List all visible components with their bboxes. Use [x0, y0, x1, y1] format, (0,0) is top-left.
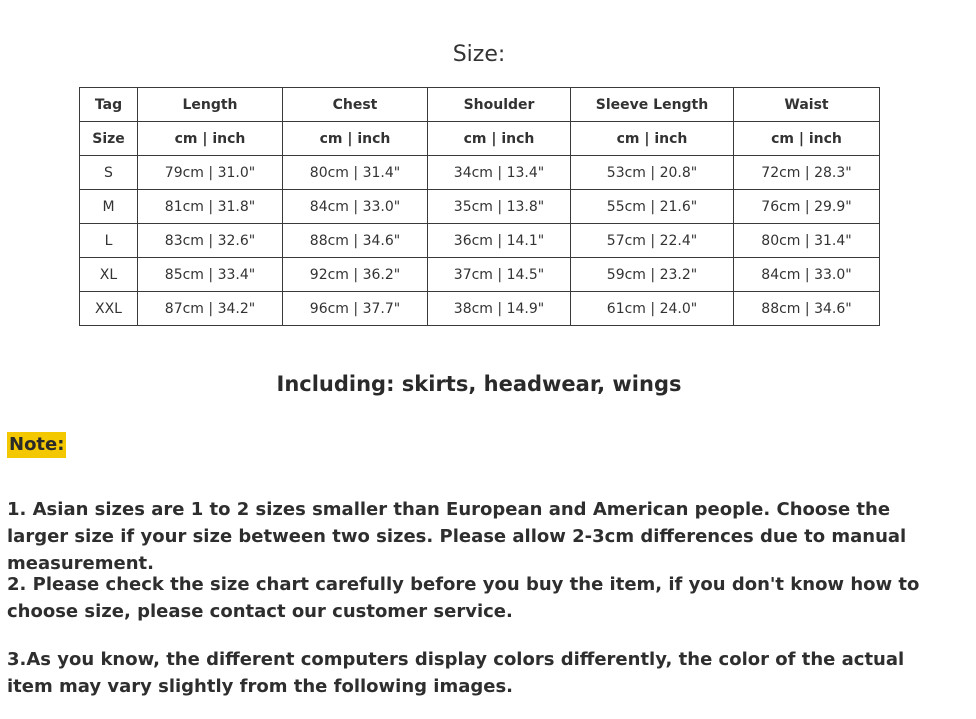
table-cell: 79cm | 31.0" [138, 156, 283, 190]
table-cell: 96cm | 37.7" [283, 292, 428, 326]
header-cell-shoulder: Shoulder [428, 88, 571, 122]
table-cell: 72cm | 28.3" [734, 156, 880, 190]
unit-cell: cm | inch [283, 122, 428, 156]
table-cell: 36cm | 14.1" [428, 224, 571, 258]
unit-cell: cm | inch [734, 122, 880, 156]
table-row [80, 258, 880, 292]
header-cell-waist: Waist [734, 88, 880, 122]
table-cell: 57cm | 22.4" [571, 224, 734, 258]
unit-cell: cm | inch [138, 122, 283, 156]
table-cell: XL [80, 258, 138, 292]
table-cell: 37cm | 14.5" [428, 258, 571, 292]
table-cell: M [80, 190, 138, 224]
table-cell: 55cm | 21.6" [571, 190, 734, 224]
table-unit-row [80, 122, 880, 156]
table-cell: 53cm | 20.8" [571, 156, 734, 190]
header-cell-length: Length [138, 88, 283, 122]
unit-cell: Size [80, 122, 138, 156]
table-cell: 83cm | 32.6" [138, 224, 283, 258]
table-row [80, 224, 880, 258]
table-cell: 92cm | 36.2" [283, 258, 428, 292]
header-cell-tag: Tag [80, 88, 138, 122]
table-cell: 88cm | 34.6" [734, 292, 880, 326]
including-text: Including: skirts, headwear, wings [276, 372, 682, 396]
note-paragraph-3: 3.As you know, the different computers display colors differently, the color of the actual item may vary slightly from the following images. [7, 649, 905, 697]
table-cell: S [80, 156, 138, 190]
table-cell: 84cm | 33.0" [283, 190, 428, 224]
table-cell: 84cm | 33.0" [734, 258, 880, 292]
table-cell: 80cm | 31.4" [734, 224, 880, 258]
table-cell: XXL [80, 292, 138, 326]
table-cell: 34cm | 13.4" [428, 156, 571, 190]
size-chart-table [79, 87, 880, 326]
table-cell: 85cm | 33.4" [138, 258, 283, 292]
table-cell: 35cm | 13.8" [428, 190, 571, 224]
table-cell: 76cm | 29.9" [734, 190, 880, 224]
table-row [80, 156, 880, 190]
table-cell: 61cm | 24.0" [571, 292, 734, 326]
unit-cell: cm | inch [571, 122, 734, 156]
page-title: Size: [452, 42, 506, 67]
table-row [80, 292, 880, 326]
table-cell: 81cm | 31.8" [138, 190, 283, 224]
table-cell: 38cm | 14.9" [428, 292, 571, 326]
table-row [80, 190, 880, 224]
table-cell: L [80, 224, 138, 258]
table-cell: 87cm | 34.2" [138, 292, 283, 326]
note-paragraph-1: 1. Asian sizes are 1 to 2 sizes smaller than European and American people. Choose the larger size if your size between two sizes. Please allow 2-3cm differences due to manual measurement. [7, 499, 907, 574]
note-paragraph-2: 2. Please check the size chart carefully before you buy the item, if you don't know how to choose size, please contact our customer service. [7, 574, 920, 622]
table-cell: 88cm | 34.6" [283, 224, 428, 258]
table-cell: 59cm | 23.2" [571, 258, 734, 292]
header-cell-chest: Chest [283, 88, 428, 122]
note-label: Note: [7, 432, 66, 458]
header-cell-sleeve-length: Sleeve Length [571, 88, 734, 122]
table-header-row [80, 88, 880, 122]
unit-cell: cm | inch [428, 122, 571, 156]
table-cell: 80cm | 31.4" [283, 156, 428, 190]
